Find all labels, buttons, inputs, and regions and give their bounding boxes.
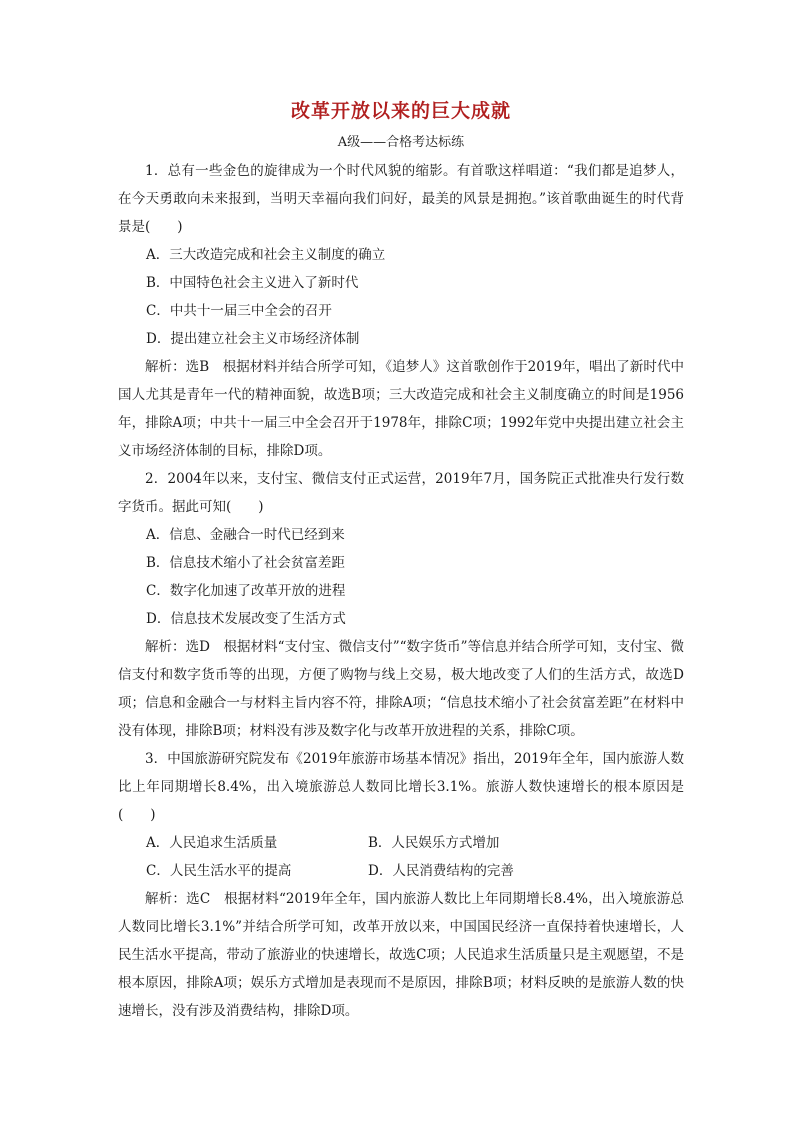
question-stem: 1．总有一些金色的旋律成为一个时代风貌的缩影。有首歌这样唱道：“我们都是追梦人，在今天勇敢向未来报到，当明天幸福向我们问好，最美的风景是拥抱。”该首歌曲诞生的时代背景是( ) — [118, 163, 684, 235]
option-a: A．人民追求生活质量 — [146, 835, 278, 851]
option-b: B．人民娱乐方式增加 — [368, 835, 500, 851]
option-row — [118, 857, 684, 885]
option-d: D．人民消费结构的完善 — [368, 863, 514, 879]
option-c: C．中共十一届三中全会的召开 — [146, 303, 332, 319]
question-stem: 3．中国旅游研究院发布《2019年旅游市场基本情况》指出，2019年全年，国内旅游人数比上年同期增长8.4%，出入境旅游总人数同比增长3.1%。旅游人数快速增长的根本原因是( ) — [118, 751, 684, 823]
question-stem: 2．2004年以来，支付宝、微信支付正式运营，2019年7月，国务院正式批准央行发行数字货币。据此可知( ) — [118, 471, 684, 515]
question-analysis: 解析：选D 根据材料“支付宝、微信支付”“数字货币”等信息并结合所学可知，支付宝、微信支付和数字货币等的出现，方便了购物与线上交易，极大地改变了人们的生活方式，故选D项；信息和金融合一与材料主旨内容不符，排除A项；“信息技术缩小了社会贫富差距”在材料中没有体现，排除B项；材料没有涉及数字化与改革开放进程的关系，排除C项。 — [118, 639, 684, 739]
option-c: C．数字化加速了改革开放的进程 — [146, 583, 346, 599]
question-3 — [118, 745, 684, 1025]
option-d: D．提出建立社会主义市场经济体制 — [146, 331, 360, 347]
option-a: A．信息、金融合一时代已经到来 — [146, 527, 345, 543]
question-2 — [118, 465, 684, 745]
page-title: 改革开放以来的巨大成就 — [290, 100, 511, 122]
option-d: D．信息技术发展改变了生活方式 — [146, 611, 346, 627]
option-b: B．中国特色社会主义进入了新时代 — [146, 275, 359, 291]
question-1 — [118, 157, 684, 465]
option-c: C．人民生活水平的提高 — [146, 863, 292, 879]
option-a: A．三大改造完成和社会主义制度的确立 — [146, 247, 386, 263]
section-subtitle: A级——合格考达标练 — [337, 135, 465, 150]
question-analysis: 解析：选C 根据材料“2019年全年，国内旅游人数比上年同期增长8.4%，出入境旅游总人数同比增长3.1%”并结合所学可知，改革开放以来，中国国民经济一直保持着快速增长，人民生活水平提高，带动了旅游业的快速增长，故选C项；人民追求生活质量只是主观愿望，不是根本原因，排除A项；娱乐方式增加是表现而不是原因，排除B项；材料反映的是旅游人数的快速增长，没有涉及消费结构，排除D项。 — [118, 891, 684, 1019]
option-b: B．信息技术缩小了社会贫富差距 — [146, 555, 345, 571]
option-row — [118, 829, 684, 857]
question-analysis: 解析：选B 根据材料并结合所学可知，《追梦人》这首歌创作于2019年，唱出了新时代中国人尤其是青年一代的精神面貌，故选B项；三大改造完成和社会主义制度确立的时间是1956年，排除A项；中共十一届三中全会召开于1978年，排除C项；1992年党中央提出建立社会主义市场经济体制的目标，排除D项。 — [118, 359, 684, 459]
